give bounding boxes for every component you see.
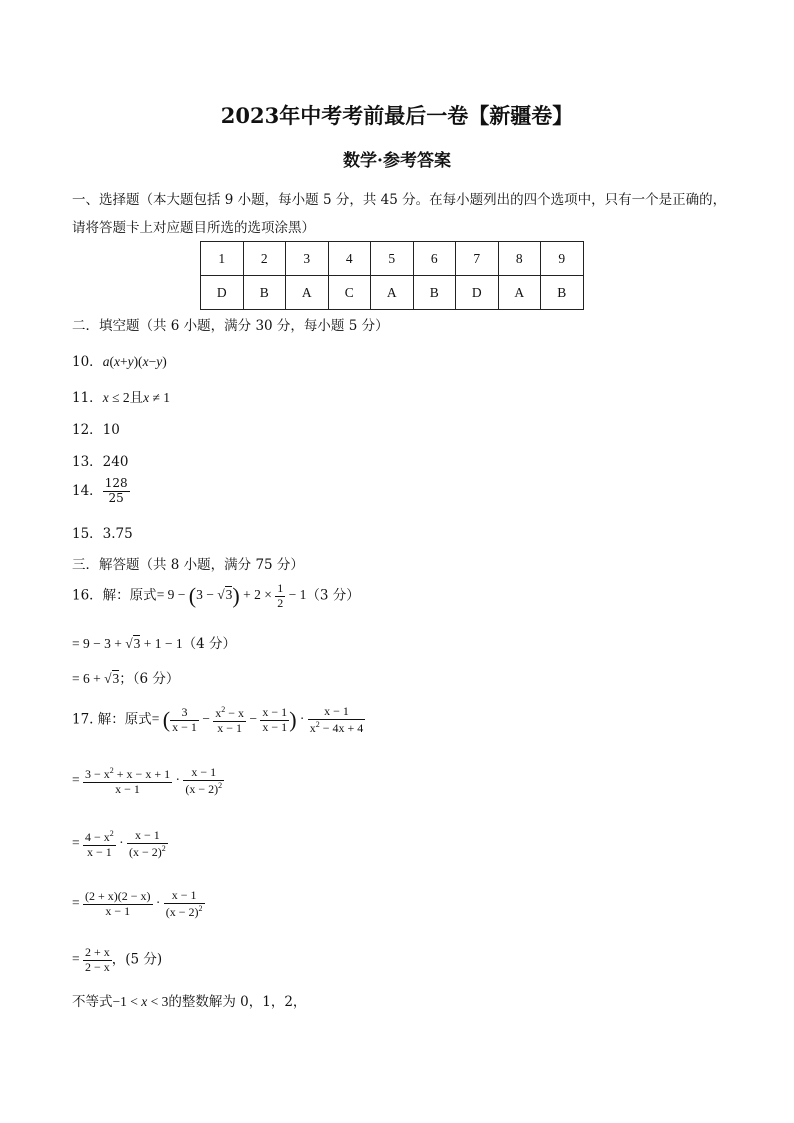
section1-instructions-line2: 请将答题卡上对应题目所选的选项涂黑） xyxy=(72,220,315,236)
question-number: 8 xyxy=(498,242,541,276)
q17-inequality-line: 不等式−1 < x < 3的整数解为 0，1，2， xyxy=(72,994,307,1010)
question-number: 9 xyxy=(541,242,584,276)
q17-inequality-suffix: 的整数解为 0，1，2， xyxy=(168,994,307,1010)
answer-table-number-row xyxy=(201,242,584,276)
q17-prefix: 17. 解：原式 xyxy=(72,711,152,728)
q17-score: ，(5 分) xyxy=(111,951,163,968)
question-number: 7 xyxy=(456,242,499,276)
answer-14-fraction: $\frac{128}{25}$ xyxy=(104,476,128,505)
page-title: 2023年中考考前最后一卷【新疆卷】 xyxy=(220,103,574,128)
q16-line2: = 9 − 3 + √3 + 1 − 1（4 分） xyxy=(72,636,236,652)
q17-line2: = $\frac{3 - x^2 + x - x + 1}{x - 1}$ · $\frac{x - 1}{(x - 2)^2}$ xyxy=(72,765,223,796)
answer-choice: B xyxy=(243,276,286,310)
q17-line4: = $\frac{(2 + x)(2 - x)}{x - 1}$ · $\frac{x - 1}{(x - 2)^2}$ xyxy=(72,888,203,919)
answer-12: 12．10 xyxy=(72,422,120,438)
answer-14 xyxy=(72,477,130,506)
answer-11-label: 11． xyxy=(72,390,103,406)
q17-inequality-prefix: 不等式 xyxy=(72,994,113,1010)
answer-choice: D xyxy=(201,276,244,310)
question-number: 5 xyxy=(371,242,414,276)
answer-table xyxy=(200,241,584,310)
answer-choice: A xyxy=(371,276,414,310)
q17-line5: = $\frac{2 + x}{2 - x}$ ，(5 分) xyxy=(72,945,163,974)
answer-choice: C xyxy=(328,276,371,310)
answer-14-label: 14． xyxy=(72,482,103,499)
q16-score3: ；（6 分） xyxy=(119,671,180,687)
question-number: 6 xyxy=(413,242,456,276)
answer-11: 11．x ≤ 2且x ≠ 1 xyxy=(72,390,171,406)
q16-prefix: 16．解：原式 xyxy=(72,587,157,604)
answer-10-expression: a(x+y)(x−y) xyxy=(102,354,167,369)
q16-score1: （3 分） xyxy=(306,587,360,604)
q17-line1: 17. 解：原式= ( $\frac{3}{x - 1}$ − $\frac{x^2 - x}{x - 1}$ − $\frac{x - 1}{x - 1}$ ) · $\frac{x - 1}{x^2 - 4x + 4}$ xyxy=(72,704,364,735)
answer-13: 13．240 xyxy=(72,454,129,470)
section2-heading: 二．填空题（共 6 小题，满分 30 分，每小题 5 分） xyxy=(72,318,389,334)
question-number: 3 xyxy=(286,242,329,276)
answer-15: 15．3.75 xyxy=(72,526,133,542)
answer-table-answer-row xyxy=(201,276,584,310)
answer-10-label: 10． xyxy=(72,354,103,370)
q16-line1: 16．解：原式= 9 − (3 − √3) + 2 × $\frac{1}{2}$ − 1（3 分） xyxy=(72,581,360,610)
section3-heading: 三．解答题（共 8 小题，满分 75 分） xyxy=(72,557,304,573)
q17-line3: = $\frac{4 - x^2}{x - 1}$ · $\frac{x - 1}{(x - 2)^2}$ xyxy=(72,828,166,859)
answer-11-connector: 且 xyxy=(129,390,144,406)
answer-choice: B xyxy=(413,276,456,310)
question-number: 2 xyxy=(243,242,286,276)
answer-choice: A xyxy=(498,276,541,310)
q16-score2: （4 分） xyxy=(182,636,236,652)
section1-instructions-line1: 一、选择题（本大题包括 9 小题，每小题 5 分，共 45 分。在每小题列出的四个选项中，只有一个是正确的， xyxy=(72,192,727,208)
question-number: 4 xyxy=(328,242,371,276)
answer-10 xyxy=(72,350,167,370)
answer-choice: A xyxy=(286,276,329,310)
question-number: 1 xyxy=(201,242,244,276)
page-subtitle: 数学·参考答案 xyxy=(343,151,451,171)
answer-choice: B xyxy=(541,276,584,310)
answer-choice: D xyxy=(456,276,499,310)
q16-line3: = 6 + √3；（6 分） xyxy=(72,671,180,687)
